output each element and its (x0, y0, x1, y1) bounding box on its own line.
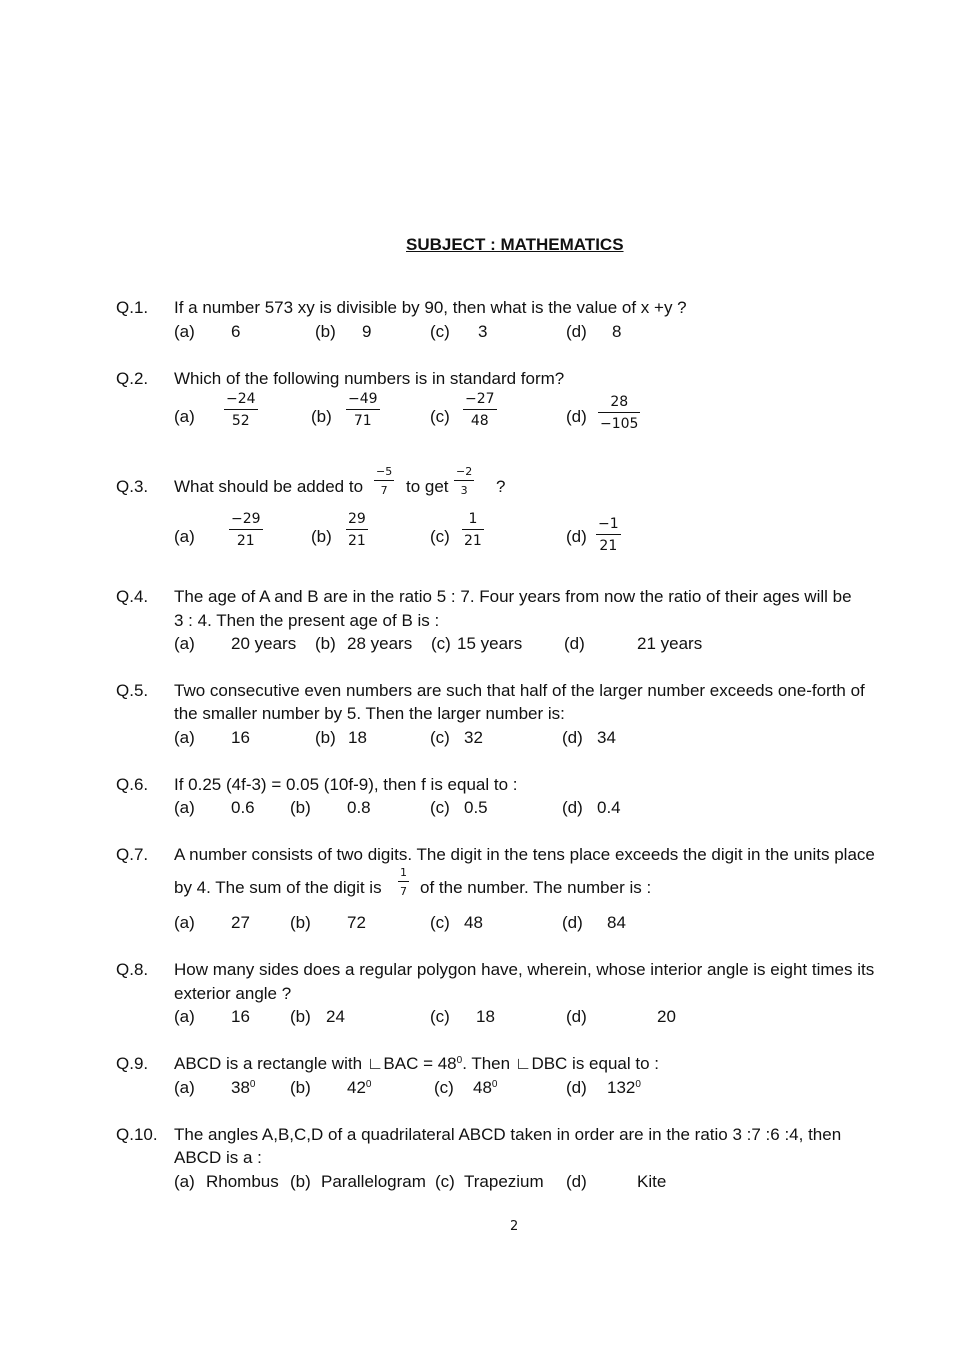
option-d-value: 34 (597, 728, 616, 747)
question-number: Q.8. (116, 960, 149, 979)
option-a-value: $38^0$ (231, 1078, 256, 1097)
option-b-label: (b) (315, 322, 336, 341)
question-text-after: ? (496, 477, 506, 496)
option-d-label: (d) (566, 407, 587, 426)
question-fraction-2: −2 3 (456, 465, 473, 497)
option-a-value: 20 years (231, 634, 297, 653)
option-c-value: 0.5 (464, 798, 488, 817)
option-d-value: 84 (607, 913, 626, 932)
question-number: Q.7. (116, 845, 149, 864)
option-c-value: 15 years (457, 634, 523, 653)
option-c-label: (c) (430, 728, 450, 747)
question-number: Q.2. (116, 369, 149, 388)
question-text: If a number 573 xy is divisible by 90, then what is the value of x +y ? (174, 298, 687, 317)
option-b-label: (b) (311, 527, 332, 546)
option-a-label: (a) (174, 1078, 195, 1097)
option-b-value: Parallelogram (321, 1172, 426, 1191)
option-d-label: (d) (564, 634, 585, 653)
option-d-value: 21 years (637, 634, 703, 653)
option-a-value: 16 (231, 1007, 250, 1026)
option-b-label: (b) (290, 1078, 311, 1097)
question-text-line-1: How many sides does a regular polygon have, wherein, whose interior angle is eight times its (174, 960, 875, 979)
option-c-label: (c) (430, 407, 450, 426)
option-a-value: 27 (231, 913, 250, 932)
option-c-label: (c) (435, 1172, 455, 1191)
question-text-line-2-before: by 4. The sum of the digit is (174, 878, 382, 897)
question-fraction-1: −5 7 (376, 465, 393, 497)
option-d-value: 20 (657, 1007, 676, 1026)
option-a-label: (a) (174, 1172, 195, 1191)
question-text-line-2-after: of the number. The number is : (420, 878, 652, 897)
option-c-label: (c) (430, 527, 450, 546)
option-d-label: (d) (566, 527, 587, 546)
page-number: 2 (510, 1219, 519, 1234)
question-text: ABCD is a rectangle with ∟BAC = $48^0$. Then ∟DBC is equal to : (174, 1054, 659, 1073)
option-c-value: 3 (478, 322, 488, 341)
question-text: Which of the following numbers is in standard form? (174, 369, 565, 388)
option-c-label: (c) (430, 913, 450, 932)
option-d-fraction: 28 −105 (600, 394, 639, 432)
option-b-label: (b) (290, 798, 311, 817)
option-d-value: 0.4 (597, 798, 621, 817)
option-c-label: (c) (430, 798, 450, 817)
option-b-value: 0.8 (347, 798, 371, 817)
question-text-line-1: Two consecutive even numbers are such that half of the larger number exceeds one-forth of (174, 681, 865, 700)
question-number: Q.3. (116, 477, 149, 496)
question-text-before: What should be added to (174, 477, 364, 496)
question-text-line-1: A number consists of two digits. The digit in the tens place exceeds the digit in the units place (174, 845, 875, 864)
option-d-fraction: −1 21 (598, 516, 619, 554)
option-b-value: 9 (362, 322, 372, 341)
option-b-value: 28 years (347, 634, 413, 653)
question-text-line-2: ABCD is a : (174, 1148, 262, 1167)
question-number: Q.1. (116, 298, 149, 317)
question-text-line-1: The age of A and B are in the ratio 5 : 7. Four years from now the ratio of their ages will be (174, 587, 852, 606)
option-b-label: (b) (290, 1172, 311, 1191)
question-text-mid: to get (406, 477, 449, 496)
option-c-value: $48^0$ (473, 1078, 498, 1097)
option-a-label: (a) (174, 322, 195, 341)
option-d-label: (d) (566, 322, 587, 341)
option-c-value: Trapezium (464, 1172, 544, 1191)
option-c-label: (c) (431, 634, 451, 653)
option-d-value: $132^0$ (607, 1078, 641, 1097)
question-number: Q.10. (116, 1125, 158, 1144)
option-b-label: (b) (315, 728, 336, 747)
option-a-value: 0.6 (231, 798, 255, 817)
question-text-line-2: exterior angle ? (174, 984, 292, 1003)
question-number: Q.9. (116, 1054, 149, 1073)
option-d-label: (d) (566, 1078, 587, 1097)
option-c-fraction: 1 21 (464, 511, 482, 549)
question-text-line-2: the smaller number by 5. Then the larger number is: (174, 704, 565, 723)
option-a-label: (a) (174, 913, 195, 932)
option-a-fraction: −29 21 (231, 511, 261, 549)
option-b-label: (b) (311, 407, 332, 426)
option-c-label: (c) (430, 1007, 450, 1026)
question-text-line-1: The angles A,B,C,D of a quadrilateral ABCD taken in order are in the ratio 3 :7 :6 :4, then (174, 1125, 842, 1144)
option-a-label: (a) (174, 1007, 195, 1026)
option-c-fraction: −27 48 (465, 391, 495, 429)
option-a-value: 16 (231, 728, 250, 747)
option-a-label: (a) (174, 527, 195, 546)
option-c-label: (c) (434, 1078, 454, 1097)
option-b-label: (b) (290, 913, 311, 932)
option-c-value: 48 (464, 913, 483, 932)
question-number: Q.4. (116, 587, 149, 606)
option-b-value: 18 (348, 728, 367, 747)
question-fraction: 1 7 (400, 866, 407, 898)
option-c-value: 32 (464, 728, 483, 747)
option-a-value: Rhombus (206, 1172, 279, 1191)
question-number: Q.6. (116, 775, 149, 794)
option-b-fraction: 29 21 (348, 511, 366, 549)
option-a-label: (a) (174, 728, 195, 747)
option-a-label: (a) (174, 798, 195, 817)
question-text-line-2: 3 : 4. Then the present age of B is : (174, 611, 440, 630)
question-text: If 0.25 (4f-3) = 0.05 (10f-9), then f is equal to : (174, 775, 518, 794)
option-d-label: (d) (566, 1007, 587, 1026)
option-d-value: Kite (637, 1172, 667, 1191)
option-b-value: 72 (347, 913, 366, 932)
option-b-value: 24 (326, 1007, 345, 1026)
option-d-value: 8 (612, 322, 622, 341)
option-a-label: (a) (174, 634, 195, 653)
option-b-label: (b) (290, 1007, 311, 1026)
option-a-label: (a) (174, 407, 195, 426)
question-number: Q.5. (116, 681, 149, 700)
option-c-value: 18 (476, 1007, 495, 1026)
option-d-label: (d) (562, 913, 583, 932)
option-b-label: (b) (315, 634, 336, 653)
option-c-label: (c) (430, 322, 450, 341)
option-b-fraction: −49 71 (348, 391, 378, 429)
page-title: SUBJECT : MATHEMATICS (406, 235, 624, 254)
option-b-value: $42^0$ (347, 1078, 372, 1097)
option-a-value: 6 (231, 322, 241, 341)
option-d-label: (d) (562, 798, 583, 817)
option-d-label: (d) (566, 1172, 587, 1191)
option-d-label: (d) (562, 728, 583, 747)
option-a-fraction: −24 52 (226, 391, 256, 429)
